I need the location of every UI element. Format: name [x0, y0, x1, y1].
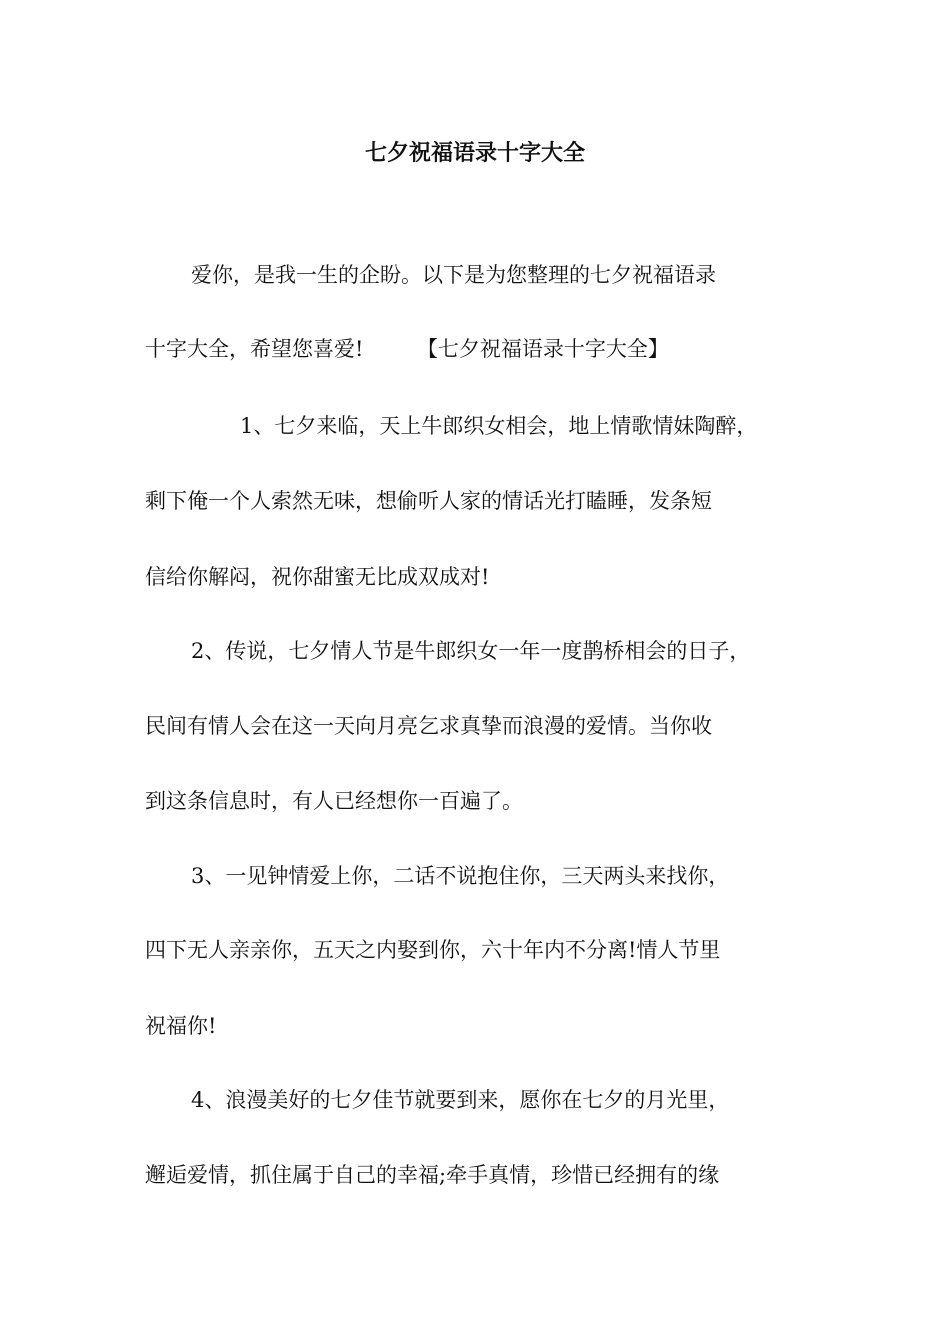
- item-1-line-3: 信给你解闷，祝你甜蜜无比成双成对!: [145, 565, 490, 589]
- intro-line-2: 十字大全，希望您喜爱! 【七夕祝福语录十字大全】: [145, 337, 669, 361]
- item-2-line-1: 2、传说，七夕情人节是牛郎织女一年一度鹊桥相会的日子，: [191, 639, 751, 663]
- item-3-line-3: 祝福你!: [145, 1014, 217, 1038]
- item-1-line-2: 剩下俺一个人索然无味，想偷听人家的情话光打瞌睡，发条短: [145, 489, 712, 513]
- item-1-line-1: 1、七夕来临，天上牛郎织女相会，地上情歌情妹陶醉，: [240, 414, 758, 438]
- item-3-line-1: 3、一见钟情爱上你，二话不说抱住你，三天两头来找你，: [191, 864, 730, 888]
- item-4-line-1: 4、浪漫美好的七夕佳节就要到来，愿你在七夕的月光里，: [191, 1088, 730, 1112]
- item-2-line-3: 到这条信息时，有人已经想你一百遍了。: [145, 789, 523, 813]
- item-3-line-2: 四下无人亲亲你，五天之内娶到你，六十年内不分离!情人节里: [145, 938, 721, 962]
- item-4-line-2: 邂逅爱情，抓住属于自己的幸福;牵手真情，珍惜已经拥有的缘: [145, 1163, 720, 1187]
- document-title: 七夕祝福语录十字大全: [364, 140, 585, 166]
- item-2-line-2: 民间有情人会在这一天向月亮乞求真挚而浪漫的爱情。当你收: [145, 714, 712, 738]
- intro-line-1: 爱你，是我一生的企盼。以下是为您整理的七夕祝福语录: [191, 263, 716, 287]
